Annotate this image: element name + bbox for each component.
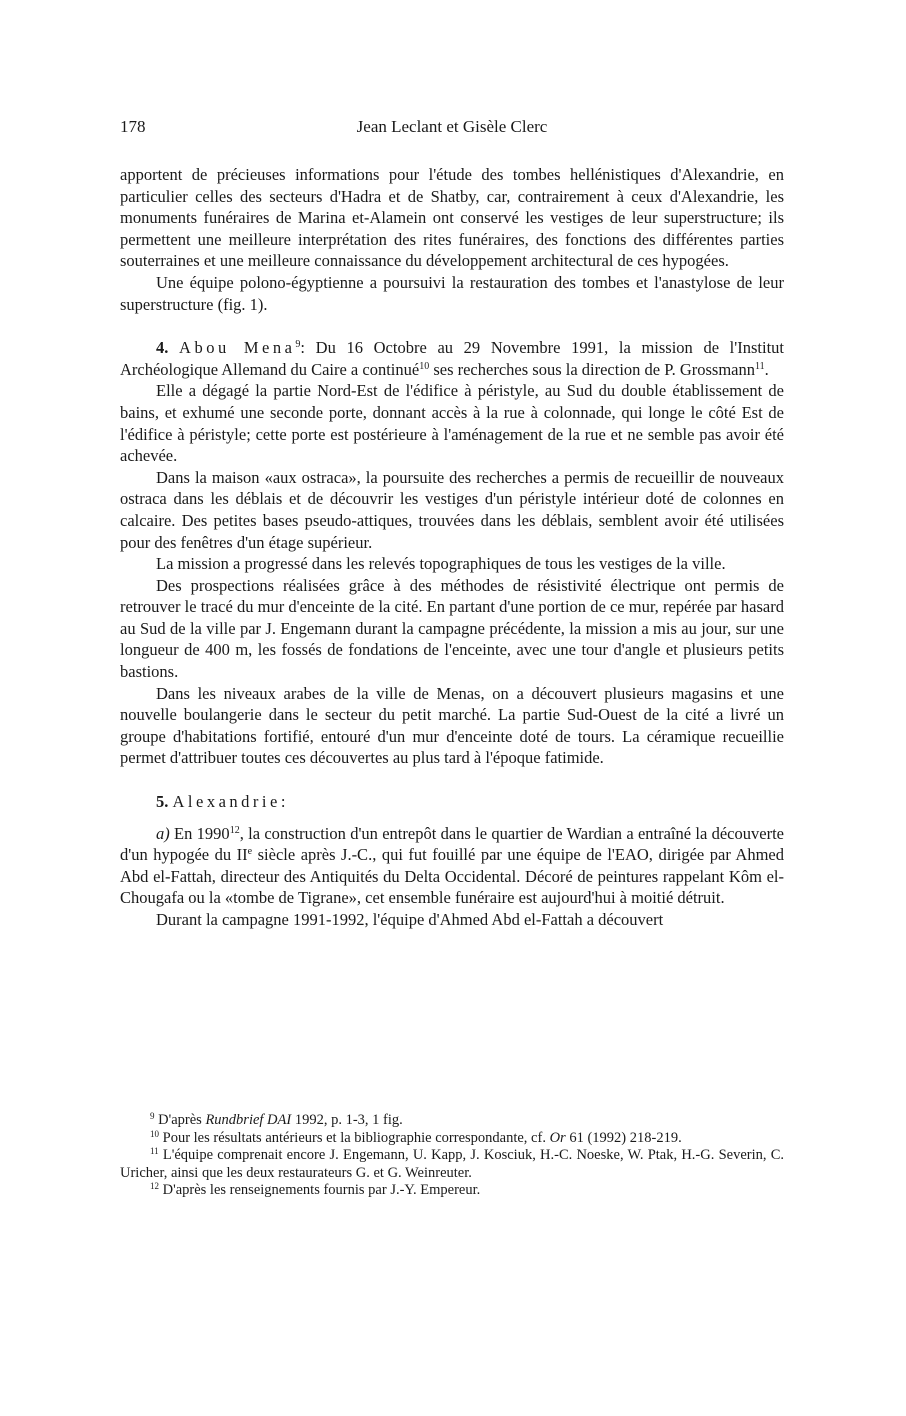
paragraph: La mission a progressé dans les relevés topographiques de tous les vestiges de la ville. xyxy=(156,554,726,574)
footnote-10 xyxy=(120,1130,784,1148)
footnote-text: Pour les résultats antérieurs et la bibliographie correspondante, cf. xyxy=(159,1129,550,1146)
body-text xyxy=(120,164,784,931)
paragraph: Dans les niveaux arabes de la ville de Menas, on a découvert plusieurs magasins et une nouvelle boulangerie dans le secteur du petit marché. La partie Sud-Ouest de la cité a livré un groupe d'habitations fortifié, entouré d'un mur d'enceinte doté de tours. La céramique recueillie permet d'attribuer toutes ces découvertes au plus tard à l'époque fatimide. xyxy=(120,683,784,768)
footnotes xyxy=(120,1112,784,1200)
section-text: Du 16 Octobre au 29 Novembre 1991, la mission de l'Institut Archéologique Allemand du Caire a continué xyxy=(120,338,784,379)
item-label: a) xyxy=(156,823,170,843)
footnote-text: 1992, p. 1-3, 1 fig. xyxy=(291,1112,403,1128)
paragraph: Une équipe polono-égyptienne a poursuivi la restauration des tombes et l'anastylose de leur superstructure (fig. 1). xyxy=(120,272,784,314)
section-text: . xyxy=(764,359,769,379)
paragraph-text: siècle après J.-C., qui fut fouillé par une équipe de l'EAO, dirigée par Ahmed Abd el-Fattah, directeur des Antiquités du Delta Occidental. Décoré de peintures rappelant Kôm el-Chougafa ou la «tombe de Tigrane», cet ensemble funéraire est aujourd'hui à moitié détruit. xyxy=(120,845,785,908)
paragraph-text: En 1990 xyxy=(169,823,230,843)
footnote-text: D'après xyxy=(154,1112,206,1128)
footnote-number: 12 xyxy=(150,1181,159,1192)
page-number: 178 xyxy=(120,117,146,136)
footnote-ref[interactable]: 12 xyxy=(229,824,240,836)
running-head: Jean Leclant et Gisèle Clerc xyxy=(356,117,548,136)
footnote-title: Or xyxy=(549,1129,566,1146)
paragraph: Dans la maison «aux ostraca», la poursuite des recherches a permis de recueillir de nouveaux ostraca dans les déblais et de découvrir les vestiges d'un péristyle intérieur doté de colonnes en calcaire. Des petites bases pseudo-attiques, trouvées dans les déblais, semblent avoir été utilisées pour des fenêtres d'un étage supérieur. xyxy=(120,467,784,552)
superscript-e: e xyxy=(247,846,253,858)
footnote-12 xyxy=(120,1182,784,1200)
footnote-9 xyxy=(120,1112,784,1130)
footnote-number: 10 xyxy=(150,1128,159,1139)
paragraph: Durant la campagne 1991-1992, l'équipe d'Ahmed Abd el-Fattah a découvert xyxy=(156,910,664,929)
section-abou-mena xyxy=(120,337,784,380)
section-number: 4. xyxy=(156,338,169,358)
footnote-text: D'après les renseignements fournis par J.-Y. Empereur. xyxy=(159,1182,481,1199)
footnote-title: Rundbrief DAI xyxy=(205,1112,292,1128)
footnote-number: 9 xyxy=(150,1111,155,1121)
section-title: Abou Mena xyxy=(179,338,296,358)
paragraph: apportent de précieuses informations pour l'étude des tombes hellénistiques d'Alexandrie, en particulier celles des secteurs d'Hadra et de Shatby, car, contrairement à ceux d'Alexandrie, les monuments funéraires de Marina et-Alamein ont conservé les vestiges de leur superstructure; ils permettent une meilleure interprétation des rites funéraires, des fonctions des différentes parties souterraines et une meilleure connaissance du développement architectural de ces hypogées. xyxy=(120,165,784,271)
footnote-number: 11 xyxy=(150,1146,159,1157)
section-title: Alexandrie xyxy=(172,792,281,812)
footnote-ref[interactable]: 9 xyxy=(295,339,301,351)
paragraph: Des prospections réalisées grâce à des méthodes de résistivité électrique ont permis de retrouver le tracé du mur d'enceinte de la cité. En partant d'une portion de ce mur, repérée par hasard au Sud de la ville par J. Engemann durant la campagne précédente, la mission a mis au jour, sur une longueur de 400 m, les fossés de fondations de l'enceinte, avec une tour d'angle et plusieurs petits bastions. xyxy=(120,575,784,682)
footnote-11 xyxy=(120,1147,784,1182)
section-text: ses recherches sous la direction de P. Grossmann xyxy=(429,359,755,379)
paragraph-a xyxy=(120,823,784,909)
footnote-ref[interactable]: 10 xyxy=(419,360,430,372)
section-alexandrie xyxy=(120,791,784,813)
footnote-ref[interactable]: 11 xyxy=(755,360,765,372)
section-colon: : xyxy=(300,338,306,358)
section-colon: : xyxy=(280,792,286,812)
section-number: 5. xyxy=(156,792,169,812)
footnote-text: 61 (1992) 218-219. xyxy=(565,1129,682,1146)
page-header xyxy=(120,117,784,141)
paragraph-text: , la construction d'un entrepôt dans le quartier de Wardian a entraîné la découverte d'un hypogée du II xyxy=(120,823,784,865)
paragraph: Elle a dégagé la partie Nord-Est de l'édifice à péristyle, au Sud du double établissement de bains, et exhumé une seconde porte, donnant accès à la rue à colonnade, qui longe le côté Est de l'édifice à péristyle; cette porte est postérieure à l'aménagement de la rue et ne semble pas avoir été achevée. xyxy=(120,381,784,466)
footnote-text: L'équipe comprenait encore J. Engemann, U. Kapp, J. Kosciuk, H.-C. Noeske, W. Ptak, H.-G. Severin, C. Uricher, ainsi que les deux restaurateurs G. et G. Weinreuter. xyxy=(120,1147,784,1181)
